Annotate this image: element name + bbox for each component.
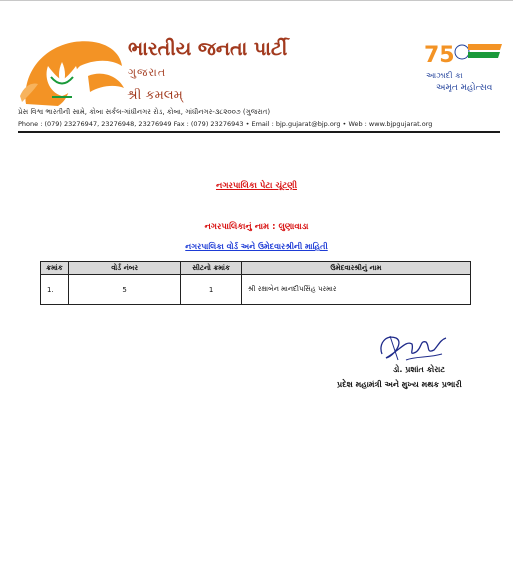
cell-candidate-name: શ્રી રક્ષાબેન માનદીપસિંહ પરમાર — [241, 275, 470, 305]
cell-seat: 1 — [181, 275, 241, 305]
header-candidate-name: ઉમેદવારશ્રીનું નામ — [241, 262, 470, 275]
office-name: શ્રી કમલમ્ — [127, 88, 183, 103]
table-header-row — [41, 262, 471, 275]
candidate-table — [40, 261, 471, 305]
party-state: ગુજરાત — [128, 66, 167, 79]
cell-ward: 5 — [68, 275, 181, 305]
signatory-name: ડો. પ્રશાંત કોરાટ — [393, 365, 446, 374]
emblem-number: 75 — [424, 43, 455, 68]
header-serial: ક્રમાંક — [41, 262, 69, 275]
document-title: નગરપાલિકા પેટા ચૂંટણી — [215, 181, 298, 191]
header-ward: વોર્ડ નંબર — [68, 262, 181, 275]
header-seat: સીટનો ક્રમાંક — [181, 262, 241, 275]
signatory-title: પ્રદેશ મહામંત્રી અને મુખ્ય મથક પ્રભારી — [337, 380, 462, 389]
table-subtitle: નગરપાલિકા વોર્ડ અને ઉમેદવારશ્રીની માહિતી — [185, 242, 328, 251]
azadi-emblem — [422, 38, 504, 94]
emblem-text-line2: અમૃત મહોત્સવ — [436, 83, 493, 93]
municipality-name: નગરપાલિકાનું નામ : લુણાવાડા — [204, 222, 309, 232]
azadi-emblem-icon — [422, 38, 504, 94]
letterhead-divider — [18, 131, 500, 133]
table-row — [41, 275, 471, 305]
contact-line: Phone : (079) 23276947, 23276948, 23276949 Fax : (079) 23276943 • Email : bjp.gujarat@bjp.org • Web : www.bjpgujarat.org — [18, 120, 433, 128]
top-border — [0, 0, 513, 1]
cell-serial: 1. — [41, 275, 69, 305]
emblem-text-line1: આઝાદી કા — [426, 71, 463, 80]
party-name: ભારતીય જનતા પાર્ટી — [128, 38, 288, 60]
handwritten-signature — [376, 330, 450, 364]
bjp-lotus-logo-icon — [18, 36, 128, 110]
address-line: પ્રેસ વિશ્વ ભારતીની સામે, કોબા સર્કલ-ગાંધીનગર રોડ, કોબા, ગાંધીનગર-૩૮૨૦૦૭ (ગુજરાત) — [18, 108, 271, 116]
